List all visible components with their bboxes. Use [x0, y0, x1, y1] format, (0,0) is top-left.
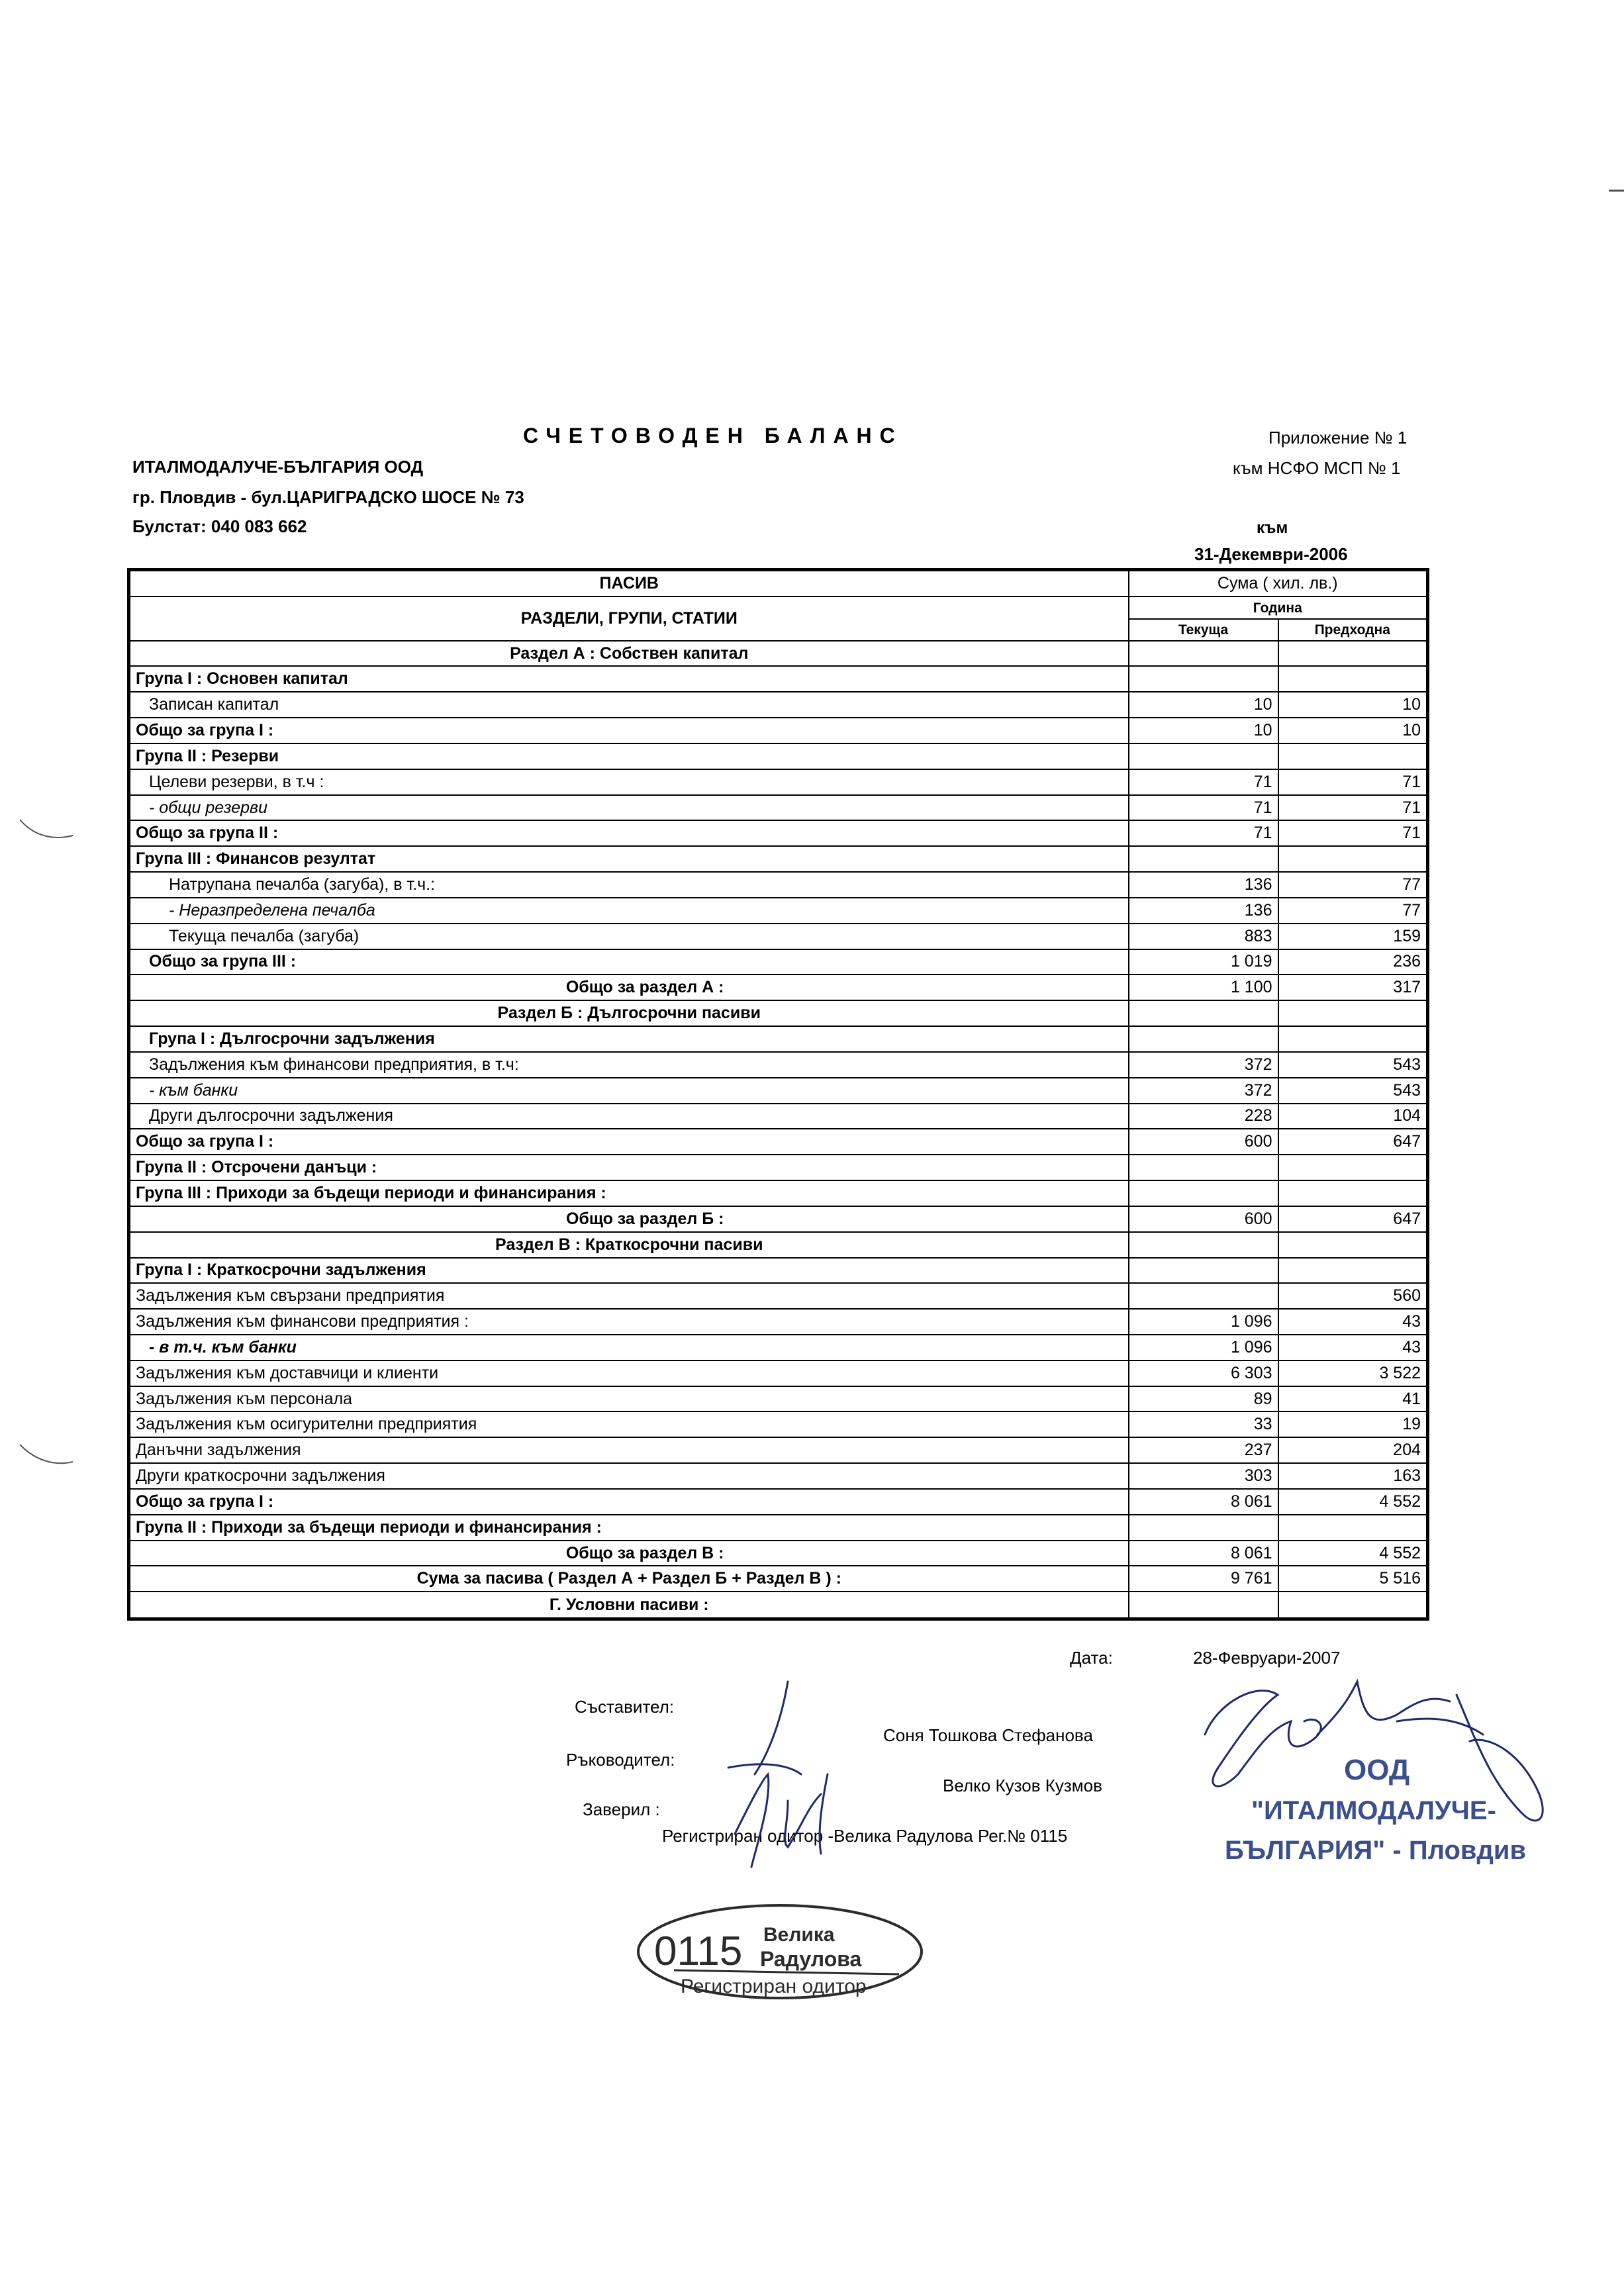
contingent-liabilities: Г. Условни пасиви :	[129, 1592, 1129, 1619]
section-total: Общо за раздел Б :	[129, 1206, 1129, 1232]
table-row	[129, 898, 1428, 924]
table-row	[129, 1283, 1428, 1309]
table-row	[129, 924, 1428, 949]
header-current: Текуща	[1129, 619, 1278, 641]
group-heading: Група I : Краткосрочни задължения	[129, 1258, 1129, 1284]
company-stamp-line2: "ИТАЛМОДАЛУЧЕ-	[1251, 1796, 1496, 1825]
compiler-label: Съставител:	[575, 1697, 675, 1717]
table-row	[129, 1592, 1428, 1619]
value-previous	[1278, 666, 1428, 692]
value-previous	[1278, 1258, 1428, 1284]
value-previous: 3 522	[1278, 1360, 1428, 1386]
date-value: 28-Февруари-2007	[1193, 1648, 1341, 1668]
value-previous: 647	[1278, 1129, 1428, 1155]
value-previous: 543	[1278, 1078, 1428, 1104]
line-item: Текуща печалба (загуба)	[129, 924, 1129, 949]
value-current: 8 061	[1129, 1489, 1278, 1515]
value-previous: 43	[1278, 1335, 1428, 1360]
value-previous: 560	[1278, 1283, 1428, 1309]
value-previous: 204	[1278, 1437, 1428, 1463]
table-row	[129, 1411, 1428, 1437]
value-current: 136	[1129, 872, 1278, 898]
value-previous	[1278, 846, 1428, 872]
group-heading: Група III : Приходи за бъдещи периоди и финансирания :	[129, 1180, 1129, 1206]
line-item-sub: - в т.ч. към банки	[129, 1335, 1129, 1360]
value-previous: 104	[1278, 1104, 1428, 1129]
value-previous	[1278, 743, 1428, 769]
value-current	[1129, 743, 1278, 769]
value-current: 33	[1129, 1411, 1278, 1437]
header-year: Година	[1129, 596, 1428, 618]
value-current: 136	[1129, 898, 1278, 924]
value-current: 6 303	[1129, 1360, 1278, 1386]
value-previous: 19	[1278, 1411, 1428, 1437]
annex-line-1: Приложение № 1	[1268, 428, 1408, 448]
group-heading: Група II : Резерви	[129, 743, 1129, 769]
value-current: 71	[1129, 769, 1278, 795]
table-header-row	[129, 570, 1428, 597]
line-item: Данъчни задължения	[129, 1437, 1129, 1463]
table-row	[129, 1463, 1428, 1489]
value-previous: 10	[1278, 718, 1428, 743]
value-previous: 159	[1278, 924, 1428, 949]
group-heading: Група II : Приходи за бъдещи периоди и финансирания :	[129, 1515, 1129, 1541]
value-previous	[1278, 1232, 1428, 1258]
table-row	[129, 820, 1428, 846]
period-to-date: 31-Декември-2006	[1194, 544, 1348, 564]
table-row	[129, 1078, 1428, 1104]
value-previous: 4 552	[1278, 1489, 1428, 1515]
table-row	[129, 1437, 1428, 1463]
value-previous	[1278, 1155, 1428, 1180]
manager-label: Ръководител:	[566, 1750, 675, 1770]
table-row	[129, 1104, 1428, 1129]
compiler-signature	[689, 1675, 874, 1874]
value-previous	[1278, 1026, 1428, 1052]
table-row	[129, 1309, 1428, 1335]
value-current: 9 761	[1129, 1566, 1278, 1592]
company-name: ИТАЛМОДАЛУЧЕ-БЪЛГАРИЯ ООД	[132, 457, 424, 477]
header-previous: Предходна	[1278, 619, 1428, 641]
table-row	[129, 795, 1428, 821]
line-item: Други дългосрочни задължения	[129, 1104, 1129, 1129]
line-item: Целеви резерви, в т.ч :	[129, 769, 1129, 795]
line-item-sub: - към банки	[129, 1078, 1129, 1104]
line-item: Записан капитал	[129, 692, 1129, 718]
auditor-stamp	[634, 1901, 926, 2002]
value-current: 1 019	[1129, 949, 1278, 975]
table-row	[129, 975, 1428, 1000]
manager-name: Велко Кузов Кузмов	[943, 1776, 1102, 1795]
table-row	[129, 769, 1428, 795]
section-heading: Раздел А : Собствен капитал	[129, 641, 1129, 667]
value-current	[1129, 1592, 1278, 1619]
table-row	[129, 846, 1428, 872]
value-previous: 647	[1278, 1206, 1428, 1232]
value-current: 1 100	[1129, 975, 1278, 1000]
auditor-stamp-number: 0115	[654, 1929, 743, 1974]
compiler-name: Соня Тошкова Стефанова	[883, 1725, 1093, 1745]
group-total: Общо за група I :	[129, 1129, 1129, 1155]
value-previous	[1278, 641, 1428, 667]
group-total: Общо за група II :	[129, 820, 1129, 846]
table-row	[129, 718, 1428, 743]
value-current	[1129, 1258, 1278, 1284]
table-row	[129, 1000, 1428, 1026]
line-item: Натрупана печалба (загуба), в т.ч.:	[129, 872, 1129, 898]
line-item: Задължения към персонала	[129, 1386, 1129, 1412]
company-stamp	[1218, 1740, 1549, 1872]
line-item: Задължения към финансови предприятия :	[129, 1309, 1129, 1335]
liabilities-grand-total: Сума за пасива ( Раздел А + Раздел Б + Раздел В ) :	[129, 1566, 1129, 1592]
value-previous	[1278, 1592, 1428, 1619]
auditor-stamp-name2: Радулова	[760, 1947, 862, 1971]
table-row	[129, 1232, 1428, 1258]
value-previous: 163	[1278, 1463, 1428, 1489]
table-row	[129, 1026, 1428, 1052]
value-current: 71	[1129, 820, 1278, 846]
value-current	[1129, 846, 1278, 872]
date-label: Дата:	[1070, 1648, 1113, 1668]
table-row	[129, 743, 1428, 769]
group-total: Общо за група I :	[129, 1489, 1129, 1515]
value-current: 600	[1129, 1129, 1278, 1155]
value-previous: 71	[1278, 769, 1428, 795]
value-previous: 71	[1278, 820, 1428, 846]
group-heading: Група I : Основен капитал	[129, 666, 1129, 692]
document-title: СЧЕТОВОДЕН БАЛАНС	[523, 424, 903, 448]
value-current	[1129, 1283, 1278, 1309]
value-previous: 5 516	[1278, 1566, 1428, 1592]
value-current	[1129, 666, 1278, 692]
value-current: 10	[1129, 718, 1278, 743]
value-previous: 43	[1278, 1309, 1428, 1335]
value-previous	[1278, 1515, 1428, 1541]
value-previous: 236	[1278, 949, 1428, 975]
table-row	[129, 1206, 1428, 1232]
value-current: 237	[1129, 1437, 1278, 1463]
auditor-stamp-caption: Регистриран одитор	[681, 1976, 867, 1997]
line-item: Други краткосрочни задължения	[129, 1463, 1129, 1489]
value-previous: 41	[1278, 1386, 1428, 1412]
table-row	[129, 1386, 1428, 1412]
value-previous: 10	[1278, 692, 1428, 718]
value-current: 303	[1129, 1463, 1278, 1489]
certified-label: Заверил :	[583, 1799, 660, 1819]
value-current	[1129, 1026, 1278, 1052]
value-current: 883	[1129, 924, 1278, 949]
value-current: 600	[1129, 1206, 1278, 1232]
table-row	[129, 1129, 1428, 1155]
header-amount: Сума ( хил. лв.)	[1129, 570, 1428, 597]
value-current: 10	[1129, 692, 1278, 718]
value-current: 1 096	[1129, 1335, 1278, 1360]
table-row	[129, 1155, 1428, 1180]
auditor-line: Регистриран одитор -Велика Радулова Рег.№ 0115	[662, 1826, 1068, 1846]
group-heading: Група III : Финансов резултат	[129, 846, 1129, 872]
value-current	[1129, 641, 1278, 667]
company-stamp-line1: ООД	[1344, 1754, 1410, 1786]
annex-line-2: към НСФО МСП № 1	[1233, 458, 1401, 478]
value-previous	[1278, 1180, 1428, 1206]
value-current: 89	[1129, 1386, 1278, 1412]
value-current	[1129, 1515, 1278, 1541]
table-row	[129, 1360, 1428, 1386]
section-total: Общо за раздел А :	[129, 975, 1129, 1000]
group-heading: Група II : Отсрочени данъци :	[129, 1155, 1129, 1180]
value-previous: 317	[1278, 975, 1428, 1000]
header-sections: РАЗДЕЛИ, ГРУПИ, СТАТИИ	[129, 596, 1129, 640]
section-heading: Раздел Б : Дългосрочни пасиви	[129, 1000, 1129, 1026]
line-item-sub: - Неразпределена печалба	[129, 898, 1129, 924]
period-to-label: към	[1257, 519, 1288, 537]
value-previous	[1278, 1000, 1428, 1026]
value-current: 372	[1129, 1052, 1278, 1078]
company-bulstat: Булстат: 040 083 662	[132, 516, 307, 536]
table-row	[129, 1052, 1428, 1078]
value-current	[1129, 1232, 1278, 1258]
group-total: Общо за група III :	[129, 949, 1129, 975]
table-row	[129, 872, 1428, 898]
section-total: Общо за раздел В :	[129, 1541, 1129, 1566]
line-item-sub: - общи резерви	[129, 795, 1129, 821]
value-current: 8 061	[1129, 1541, 1278, 1566]
auditor-stamp-name1: Велика	[763, 1924, 835, 1946]
value-previous: 77	[1278, 898, 1428, 924]
value-current: 228	[1129, 1104, 1278, 1129]
value-previous: 71	[1278, 795, 1428, 821]
balance-sheet-table	[127, 568, 1429, 1621]
value-current: 372	[1129, 1078, 1278, 1104]
table-row	[129, 641, 1428, 667]
value-current	[1129, 1180, 1278, 1206]
table-row	[129, 1180, 1428, 1206]
value-current: 1 096	[1129, 1309, 1278, 1335]
company-stamp-line3: БЪЛГАРИЯ" - Пловдив	[1225, 1836, 1527, 1865]
group-total: Общо за група I :	[129, 718, 1129, 743]
value-current: 71	[1129, 795, 1278, 821]
table-row	[129, 949, 1428, 975]
company-address: гр. Пловдив - бул.ЦАРИГРАДСКО ШОСЕ № 73	[132, 487, 524, 507]
table-row	[129, 1258, 1428, 1284]
value-previous: 77	[1278, 872, 1428, 898]
line-item: Задължения към финансови предприятия, в т.ч:	[129, 1052, 1129, 1078]
table-row	[129, 1335, 1428, 1360]
table-row	[129, 1541, 1428, 1566]
value-previous: 543	[1278, 1052, 1428, 1078]
table-row	[129, 666, 1428, 692]
table-header-row	[129, 596, 1428, 618]
table-row	[129, 1489, 1428, 1515]
header-liabilities: ПАСИВ	[129, 570, 1129, 597]
group-heading: Група I : Дългосрочни задължения	[129, 1026, 1129, 1052]
value-current	[1129, 1155, 1278, 1180]
line-item: Задължения към осигурителни предприятия	[129, 1411, 1129, 1437]
line-item: Задължения към свързани предприятия	[129, 1283, 1129, 1309]
value-previous: 4 552	[1278, 1541, 1428, 1566]
table-row	[129, 692, 1428, 718]
line-item: Задължения към доставчици и клиенти	[129, 1360, 1129, 1386]
value-current	[1129, 1000, 1278, 1026]
section-heading: Раздел В : Краткосрочни пасиви	[129, 1232, 1129, 1258]
table-row	[129, 1566, 1428, 1592]
table-row	[129, 1515, 1428, 1541]
